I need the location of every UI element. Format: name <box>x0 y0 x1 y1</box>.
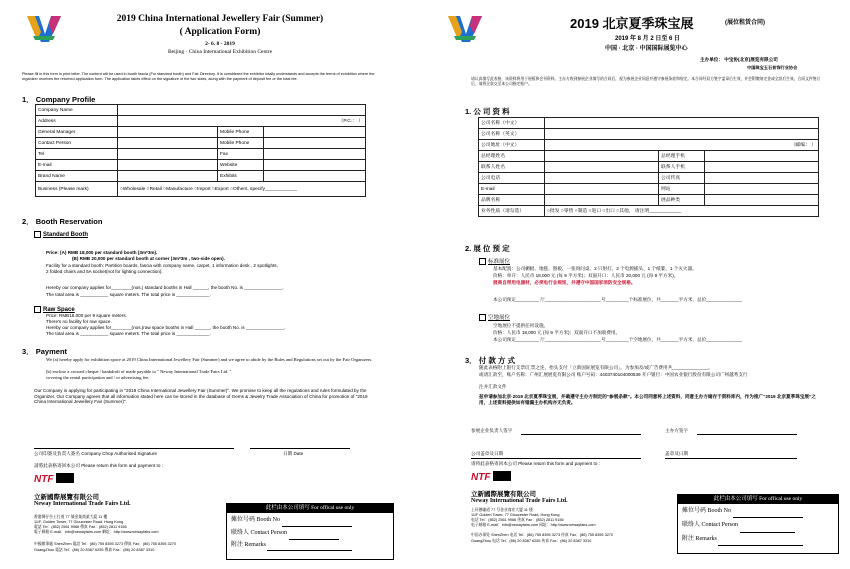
checkbox-wholesale[interactable]: ○Wholesale <box>120 186 146 192</box>
form-subtitle: (展位租赁合同) <box>725 20 765 26</box>
table-row <box>479 140 819 151</box>
fax-field[interactable] <box>264 149 366 160</box>
checkbox-manufacture[interactable]: ○Manufacture <box>163 186 193 192</box>
checkbox-others[interactable]: ○其他， 请注明____________ <box>616 208 682 214</box>
contact-name-field[interactable] <box>545 162 659 173</box>
field-label: 总经理姓名 <box>479 151 545 162</box>
phone-line: 電話 Tel：(852) 2561 9966 傳真 Fax：(852) 2811 9156 <box>34 525 127 529</box>
checkbox-export[interactable]: ○出口 <box>602 208 615 214</box>
table-row <box>479 162 819 173</box>
email-field[interactable] <box>118 160 218 171</box>
checkbox-import[interactable]: ○进口 <box>588 208 602 214</box>
remarks-line[interactable]: 附注 Remarks <box>678 533 838 546</box>
table-row <box>479 195 819 206</box>
raw-total-line[interactable]: The total area is ___________ square meters. The total price is _____________. <box>46 331 211 336</box>
field-label: 公司名称（英文） <box>479 129 545 140</box>
intro-text: Please fill in this form in print letter. The content will be used in booth fascia (For standard booth) and Fair Directory. It is considered the exhibitor totally understands and accepts the terms of exhibition where the organizer receives the returned application form. The application takes effect on the signature of the two sides, along with the payment of deposit fee or the total fee. <box>22 72 375 81</box>
signature-label: 公司印簽及負責人簽名 Company Chop Authorised Signature <box>34 451 158 456</box>
payment-clause-c: covering the rental participation and / or advertising fee. <box>46 375 150 380</box>
office-shenzhen: 中國辦事處 ShenZhen 電話 Tel：(86) 755 8395 3273 傳真 Fax：(86) 755 8395 3270 <box>34 542 177 546</box>
fair-logo-icon <box>446 14 484 44</box>
payment-clause-c: 注并汇款文件 <box>479 384 507 389</box>
standard-warning: 展商自带用电器材，必须电行业规矩，并遵守中国国家消防安全规格。 <box>493 280 636 285</box>
date-label: 日期 Date <box>283 451 304 456</box>
field-label: Website <box>218 160 264 171</box>
field-label: 联系人手机 <box>659 162 705 173</box>
contact-mobile-field[interactable] <box>705 162 819 173</box>
field-label: Exhibits <box>218 171 264 182</box>
table-row <box>479 173 819 184</box>
office-shenzhen: 中国办事处 ShenZhen 电话 Tel：(86) 755 8395 3273 传真 Fax：(86) 755 8395 3270 <box>471 533 614 537</box>
company-name-field[interactable] <box>118 105 366 116</box>
standard-price-a: Price: (A) RMB 18,000 per standard booth (3m*3m). <box>46 250 158 255</box>
date-line[interactable] <box>250 448 350 449</box>
official-use-box <box>226 503 394 560</box>
standard-booth-checkbox[interactable] <box>34 231 41 238</box>
phone-line: 电话 Tel：(852) 2561 9966 传真 Fax：(852) 2811 9156 <box>471 518 564 522</box>
raw-space-checkbox[interactable] <box>479 314 486 321</box>
standard-price-b: (B) RMB 20,000 per standard booth at corner (3m*3m , two-side open). <box>72 256 225 261</box>
email-field[interactable] <box>545 184 659 195</box>
raw-space-checkbox[interactable] <box>34 306 41 313</box>
agreement-statement: Our Company is applying for participating in "2019 China International Jewellery Fair (Summer)". We promise to keep all the regulations and rules formulated by the Organizer. Our Company agrees that all information stated here can be stored in the database of Gems & Jewelry Trade Association of China for promotion of "2019 China International Jewellery Fair (Summer)". <box>34 388 368 405</box>
company-name-en-field[interactable] <box>545 129 819 140</box>
chinese-application-form <box>425 0 850 569</box>
organizer-signature-label: 主办方签字 <box>665 428 688 433</box>
brand-field[interactable] <box>545 195 659 206</box>
field-label: E-mail <box>479 184 545 195</box>
standard-facility: Facility for a standard booth: Partition boards, fascia with company name, carpet, 1 information desk , 2 spotlights, <box>46 263 278 268</box>
standard-booth-option[interactable]: 标准展位 <box>479 257 510 265</box>
organizer-name-cn: 立新國際展覽有限公司 <box>471 491 536 498</box>
co-organizer: 中国珠宝玉石首饰行业协会 <box>747 65 798 70</box>
checkbox-others[interactable]: ○Others, specify____________ <box>230 186 297 192</box>
organizer-chop-line[interactable] <box>665 458 797 459</box>
field-label: Business (Please mark) <box>36 182 118 197</box>
table-row <box>36 149 366 160</box>
gm-name-field[interactable] <box>545 151 659 162</box>
website-field[interactable] <box>264 160 366 171</box>
standard-total-line[interactable]: The total area is ___________ square meters. The total price is _____________. <box>46 292 211 297</box>
svg-text:NTF: NTF <box>471 472 491 483</box>
address-en: 11/F Golden Tower, 77 Gloucester Road, Hong Kong <box>471 513 560 517</box>
table-row <box>36 182 366 197</box>
field-label: 总经理手机 <box>659 151 705 162</box>
exhibit-type-field[interactable] <box>705 195 819 206</box>
field-label: Fax <box>218 149 264 160</box>
field-label: Brand Name <box>36 171 118 182</box>
raw-space-option[interactable]: 空地展位 <box>479 313 510 321</box>
checkbox-manufacture[interactable]: ○制造 <box>574 208 588 214</box>
checkbox-retail[interactable]: ○零售 <box>560 208 574 214</box>
fair-venue: 中国 · 北京 · 中国国际展览中心 <box>605 46 688 52</box>
raw-space-option[interactable]: Raw Space <box>34 306 75 313</box>
return-note: 请将此表格寄回本公司 Please return this form and payment to : <box>471 461 600 466</box>
raw-apply-line[interactable]: 本公司预定_________ 厅______________________号_________个空地展位，共_______平方米，总价______________ <box>493 337 742 342</box>
general-manager-field[interactable] <box>118 127 218 138</box>
gm-mobile-field[interactable] <box>705 151 819 162</box>
chop-line[interactable] <box>471 458 641 459</box>
brand-name-field[interactable] <box>118 171 218 182</box>
exhibits-field[interactable] <box>264 171 366 182</box>
business-type-options <box>118 182 366 197</box>
ntf-logo-icon <box>471 468 513 484</box>
official-use-header: 此栏由本公司填写 For offical use only <box>227 504 393 513</box>
tel-field[interactable] <box>118 149 218 160</box>
address-cn: 上环德辅道 77 号金业商业大厦 11 楼 <box>471 508 533 512</box>
office-guangzhou: GuangZhou 电话 Tel：(86) 20 8387 6255 传真 Fax：(86) 20 8387 3310 <box>471 539 592 543</box>
ntf-logo-icon <box>34 470 76 486</box>
field-label: 公司名称（中文） <box>479 118 545 129</box>
section-company-profile: 1． Company Profile <box>22 95 96 104</box>
address-en: 11/F, Golden Tower, 77 Gloucester Road, Hong Kong <box>34 520 124 524</box>
company-profile-table <box>35 104 366 197</box>
contact-person-field[interactable] <box>118 138 218 149</box>
table-row <box>479 206 819 217</box>
payment-clause-b: (b) enclose a crossed cheque / bankdraft of made payable to " Neway International Trade Fairs Ltd. " <box>46 369 232 374</box>
address-cn: 香港灣仔告士打道 77 號金業商業大廈 11 樓 <box>34 515 108 519</box>
section-payment: 3． 付 款 方 式 <box>465 356 516 365</box>
signature-line[interactable] <box>521 434 641 435</box>
email-line: 電子郵箱 E-mail：info@newayfairs.com 網址：http://www.newayfairs.com <box>34 530 159 534</box>
table-row <box>36 116 366 127</box>
contact-person-line[interactable]: 联络人 Contact Person <box>678 518 838 533</box>
organizer-name-en: Neway International Trade Fairs Ltd. <box>34 501 131 507</box>
standard-apply-line[interactable]: Hereby our company applies for________(nos.) standard booths in Hall ______, the booth No. is _______________. <box>46 285 284 290</box>
organizer-name-en: Neway International Trade Fairs Ltd. <box>471 498 568 504</box>
standard-price: 价格：单开：人民币 18,000 元 (每 9 平方米)；双面开口：人民币 20,000 元 (每 9 平方米)。 <box>493 273 679 278</box>
business-type-options <box>545 206 819 217</box>
section-booth-reservation: 2． Booth Reservation <box>22 217 103 226</box>
raw-price: Price: RMB18,000 per 9 square meters. <box>46 313 127 318</box>
raw-note: There's no facility for raw space. <box>46 319 112 324</box>
booth-no-line[interactable]: 摊位号码 Booth No <box>227 513 393 527</box>
standard-facility: 基本配置：公司楣板、地毯、围板、一张询问桌、2 只射灯、2 个电源插头、1 个纸篓、1 个灭火器。 <box>493 266 697 271</box>
fair-venue: Beijing · China International Exhibition Centre <box>167 49 273 55</box>
raw-price: 价格：人民币 18,000 元 (每 9 平方米)；双面开口不加收费用。 <box>493 330 621 335</box>
field-label: 品牌名称 <box>479 195 545 206</box>
field-label: 业务性质（请勾选） <box>479 206 545 217</box>
contact-person-line[interactable]: 联络人 Contact Person <box>227 527 393 540</box>
table-row <box>36 105 366 116</box>
email-line: 电子邮箱 E-mail：info@newayfairs.com 网址：http://www.newayfairs.com <box>471 523 596 527</box>
organizer-signature-line[interactable] <box>697 434 797 435</box>
field-label: General Manager <box>36 127 118 138</box>
fair-logo-icon <box>25 14 63 44</box>
signature-line[interactable] <box>34 448 234 449</box>
table-row <box>479 151 819 162</box>
form-subtitle: ( Application Form) <box>179 27 261 37</box>
standard-apply-line[interactable]: 本公司预定_________ 厅______________________号_________个标准展位，共_______平方米，总价______________ <box>493 297 742 302</box>
raw-note: 空地展位不提供任何设施。 <box>493 323 549 328</box>
official-use-box <box>677 494 839 554</box>
field-label: 公司电话 <box>479 173 545 184</box>
section-booth-booking: 2. 展 位 预 定 <box>465 244 510 253</box>
checkbox-export[interactable]: ○Export <box>211 186 229 192</box>
booth-no-line[interactable]: 摊位号码 Booth No <box>678 504 838 518</box>
office-guangzhou: GuangZhou 電話 Tel：(86) 20 8387 6255 傳真 Fax：(86) 20 8387 3310 <box>34 548 155 552</box>
table-row <box>36 127 366 138</box>
website-field[interactable] <box>705 184 819 195</box>
field-label: Address <box>36 116 118 127</box>
address-field[interactable]: （P.C.： ） <box>118 116 366 127</box>
field-label: Company Name <box>36 105 118 116</box>
field-label: 网站 <box>659 184 705 195</box>
field-label: Tel <box>36 149 118 160</box>
phone-field[interactable] <box>545 173 659 184</box>
checkbox-import[interactable]: ○Import <box>194 186 211 192</box>
checkbox-retail[interactable]: ○Retail <box>146 186 162 192</box>
field-label: Contact Person <box>36 138 118 149</box>
fair-dates: 2- 6. 8 - 2019 <box>205 41 235 47</box>
signature-label: 参展企业负责人签字 <box>471 428 513 433</box>
field-label: Mobile Phone <box>218 127 264 138</box>
table-row <box>36 160 366 171</box>
field-label: 联系人姓名 <box>479 162 545 173</box>
standard-booth-checkbox[interactable] <box>479 258 486 265</box>
field-label: 展品种类 <box>659 195 705 206</box>
table-row <box>36 171 366 182</box>
company-name-cn-field[interactable] <box>545 118 819 129</box>
form-title: 2019 北京夏季珠宝展 <box>570 16 694 31</box>
host-organizer: 主办单位： 中宝协(北京)展览有限公司 <box>700 57 778 62</box>
field-label: 公司地址（中文） <box>479 140 545 151</box>
section-payment: 3． Payment <box>22 347 68 356</box>
organizer-name-cn: 立新國際展覽有限公司 <box>34 494 99 501</box>
table-row <box>479 129 819 140</box>
form-title: 2019 China International Jewellery Fair (Summer) <box>116 14 324 24</box>
payment-clause-a: We (a) hereby apply for exhibition space at 2019 China International Jewellery Fair (Summer) and we agree to abide by the Rules and Regulations set out by the Fair Organizers. <box>46 357 373 362</box>
remarks-line[interactable]: 附注 Remarks <box>227 540 393 551</box>
section-company-info: 1. 公 司 资 料 <box>465 107 510 116</box>
fax-field[interactable] <box>705 173 819 184</box>
organizer-chop-label: 盖章及日期 <box>665 451 688 456</box>
checkbox-wholesale[interactable]: ○批发 <box>547 208 560 214</box>
chop-label: 公司盖章及日期 <box>471 451 504 456</box>
field-label: 公司传真 <box>659 173 705 184</box>
standard-facility-2: 2 folded chairs and 5A socket(not for lighting connection). <box>46 269 163 274</box>
table-row <box>479 184 819 195</box>
payment-clause-a: 随此表格附上银行支票/汇票之连，抬头支付「立新国际展览有限公司」。为参加及/或广告费用共______________。 <box>479 365 713 370</box>
field-label: E-mail <box>36 160 118 171</box>
official-use-header: 此栏由本公司填写 For offical use only <box>678 495 838 504</box>
address-field[interactable]: （邮编： ） <box>545 140 819 151</box>
field-label: Mobile Phone <box>218 138 264 149</box>
raw-apply-line[interactable]: Hereby our company applies for________(nos.)raw space booths in Hall ______, the booth No. is _______________. <box>46 325 286 330</box>
intro-text: 请认真填写此表格，该资料将用于展板和会刊资料。主办方收到参展企业填写的合同后，视为参展企业同意并遵守参展条款和规定。本合同经双方签字盖章后生效，并会附缴纳定金或全款后生效。合同文件签订后，请将全款交至本公司指定账户。 <box>471 77 821 86</box>
gm-mobile-field[interactable] <box>264 127 366 138</box>
agreement-statement: 兹申请参加北京·2019 北京夏季珠宝展，并确遵守主办方制定的“参展条款”。本公司同意将上述资料，同意主办方储存于资料库内，作为推广“2019 北京夏季珠宝展”之用，上述资料提供如有错漏主办机构亦无负责。 <box>479 394 816 405</box>
contact-mobile-field[interactable] <box>264 138 366 149</box>
payment-clause-b: 或请汇款至，账户名称：广州汇展展览有限公司 账户号码：4403740104000539 开户银行：中国农业银行股份有限公司广州越秀支行 <box>479 372 748 377</box>
company-info-table <box>478 117 819 217</box>
table-row <box>479 118 819 129</box>
fair-dates: 2019 年 8 月 2 日至 6 日 <box>615 36 681 42</box>
table-row <box>36 138 366 149</box>
standard-booth-option[interactable]: Standard Booth <box>34 231 88 238</box>
return-note: 請將此表格寄回本公司 Please return this form and payment to : <box>34 463 163 468</box>
svg-text:NTF: NTF <box>34 474 54 485</box>
